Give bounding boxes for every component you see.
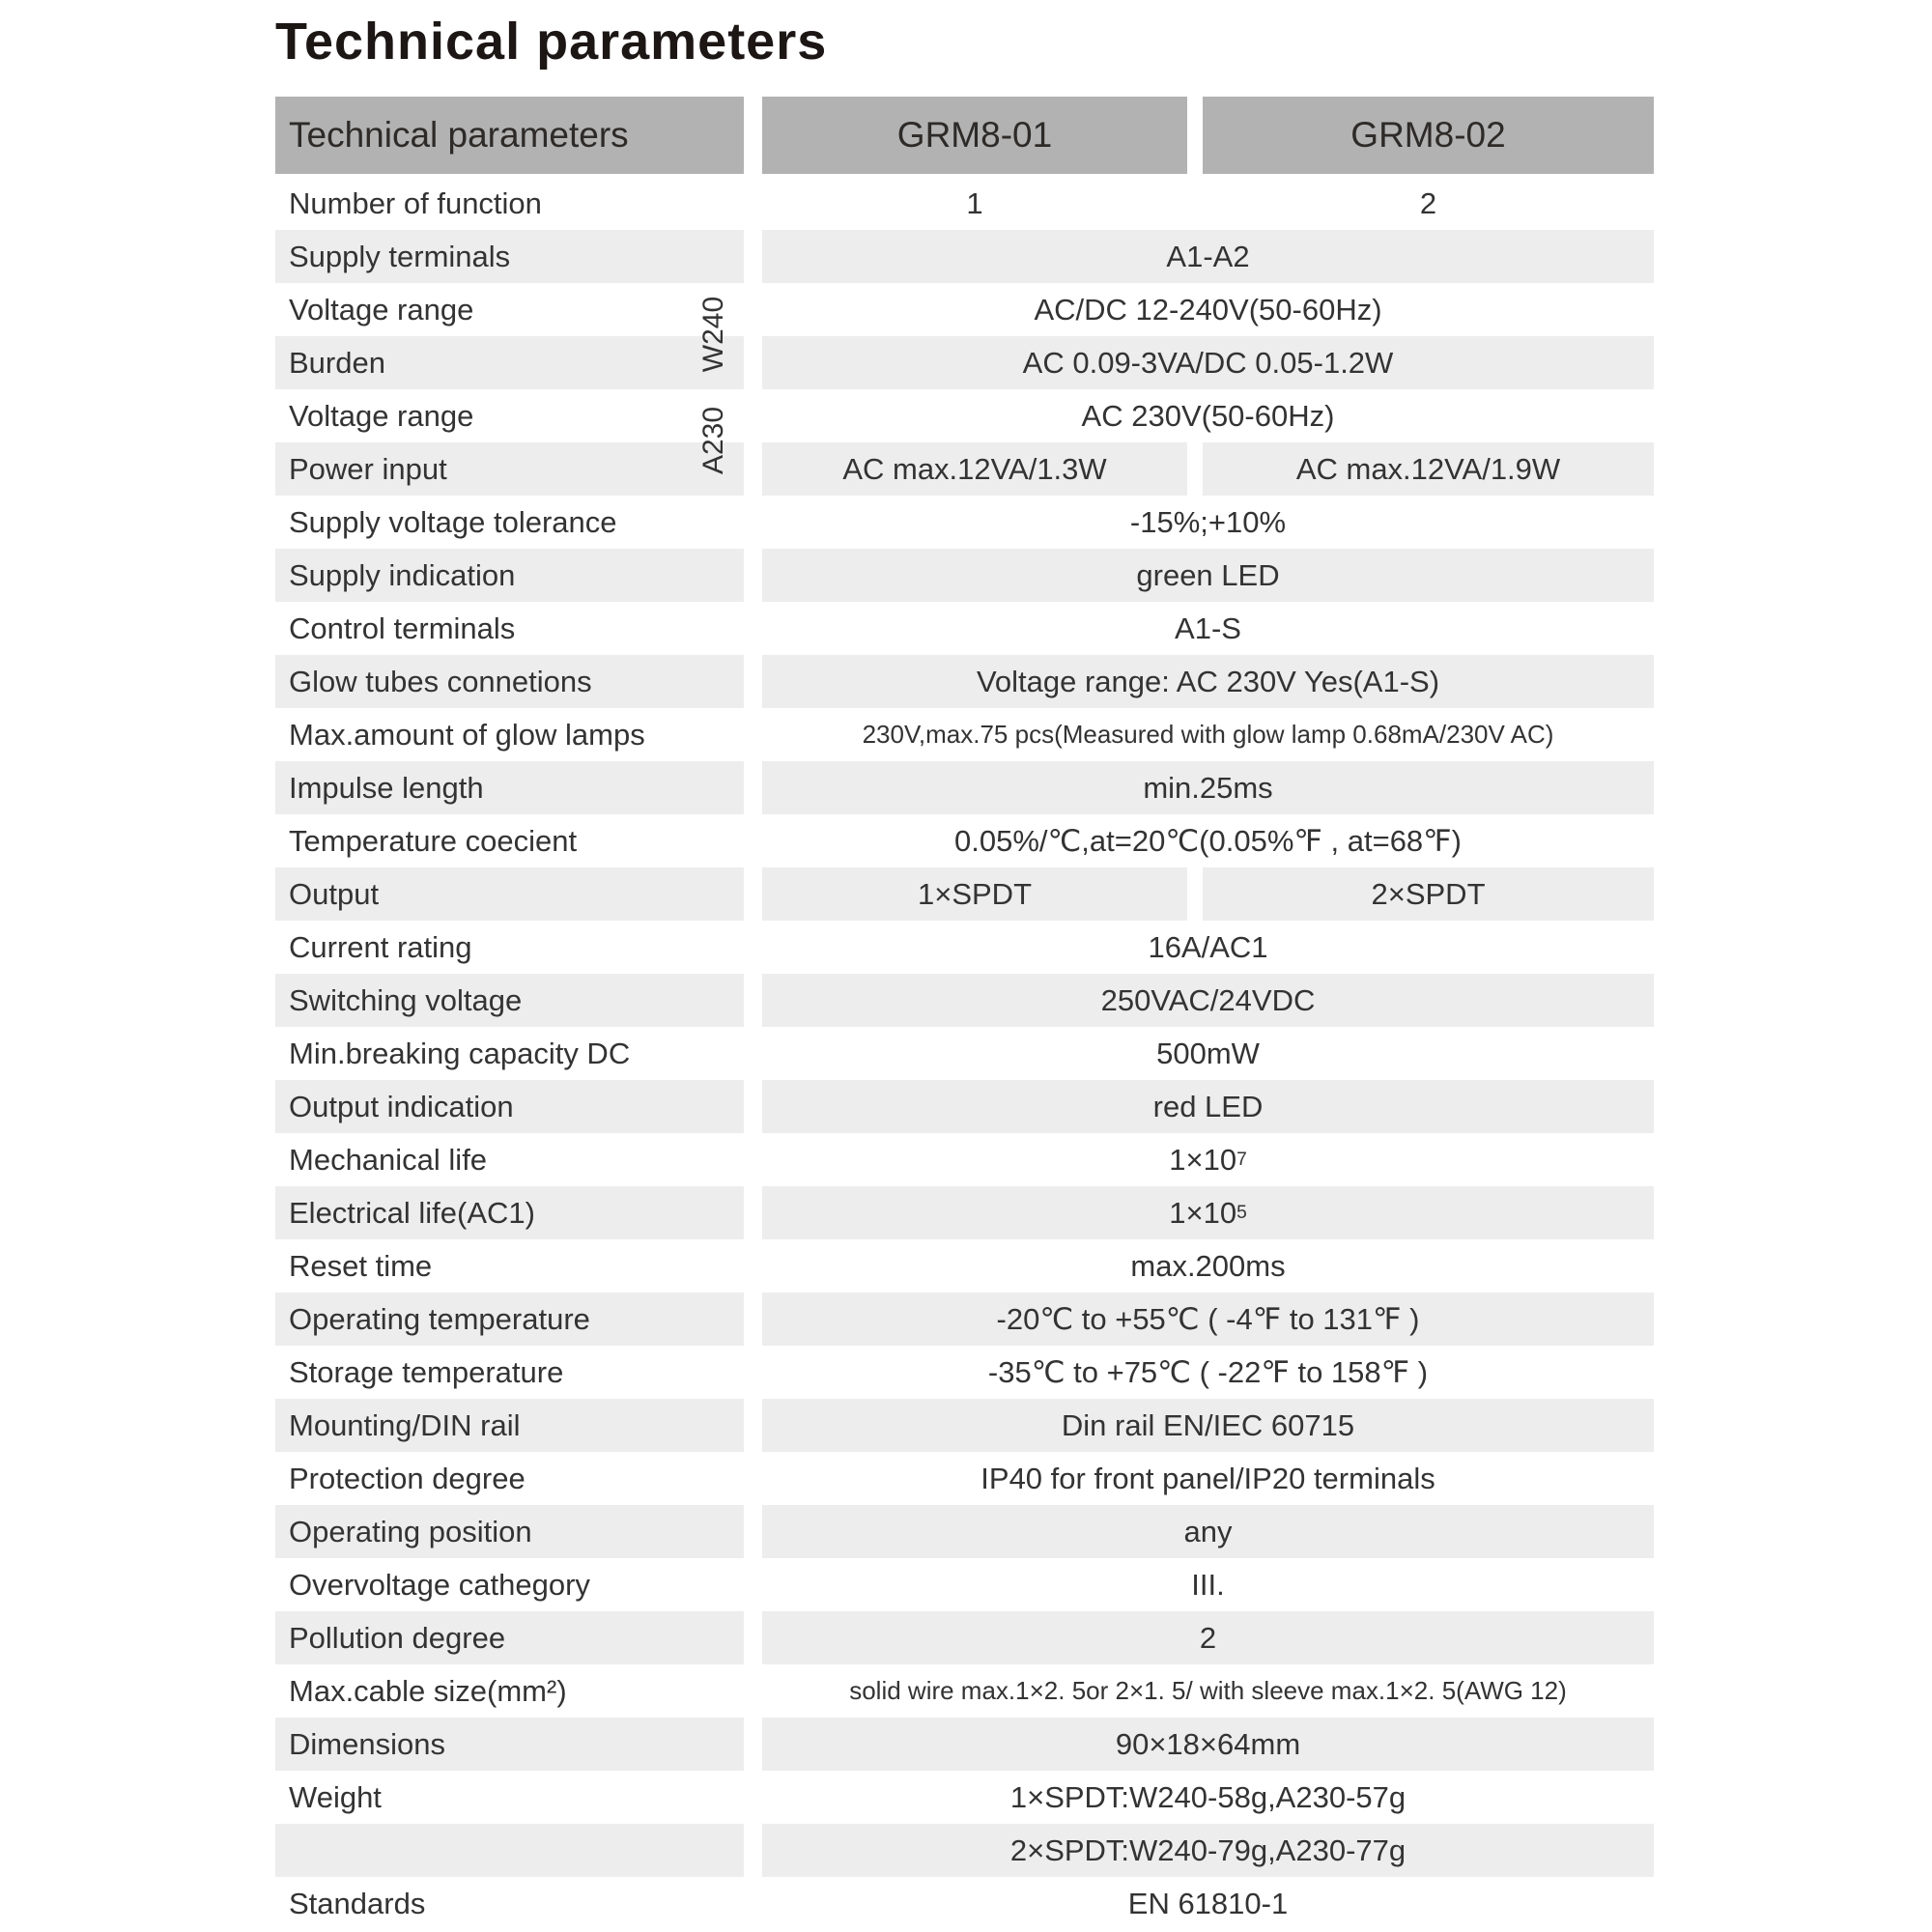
row-value: 0.05%/℃,at=20℃(0.05%℉ , at=68℉) (953, 823, 1463, 858)
row-label: Operating temperature (275, 1293, 744, 1346)
column-gutter (744, 761, 762, 814)
table-row (275, 177, 1654, 230)
tech-parameters-table (275, 97, 1654, 1930)
table-row (275, 1452, 1654, 1505)
row-label: Supply indication (275, 549, 744, 602)
table-row (275, 1877, 1654, 1930)
column-gutter (744, 921, 762, 974)
page-title: Technical parameters (275, 13, 828, 71)
table-row (275, 283, 1654, 336)
row-value: 2 (1419, 185, 1437, 220)
row-value: EN 61810-1 (1127, 1886, 1289, 1920)
row-value: 1×10 5 (762, 1186, 1654, 1239)
row-label: Max.cable size(mm²) (289, 1673, 567, 1708)
column-gutter (744, 1824, 762, 1877)
row-label: Power input (275, 442, 744, 496)
row-label: Electrical life(AC1) (275, 1186, 744, 1239)
row-value: AC max.12VA/1.3W (762, 442, 1187, 496)
table-row (275, 442, 1654, 496)
row-value: AC 0.09-3VA/DC 0.05-1.2W (762, 336, 1654, 389)
row-label: Protection degree (289, 1461, 526, 1495)
group-label-a230: A230 (697, 406, 729, 475)
row-label: Control terminals (289, 611, 516, 645)
column-gutter (744, 1027, 762, 1080)
column-gutter (1187, 177, 1203, 230)
row-value: -35℃ to +75℃ ( -22℉ to 158℉ ) (987, 1354, 1429, 1389)
row-label: Current rating (289, 929, 472, 964)
header-cell-grm8-01: GRM8-01 (762, 97, 1187, 174)
header-cell-parameters: Technical parameters (275, 97, 744, 174)
table-row (275, 867, 1654, 921)
row-label: Storage temperature (289, 1354, 564, 1389)
row-label: Switching voltage (275, 974, 744, 1027)
table-row (275, 549, 1654, 602)
row-label: Reset time (289, 1248, 433, 1283)
table-row (275, 1399, 1654, 1452)
column-gutter (744, 1239, 762, 1293)
row-label: Supply voltage tolerance (289, 504, 617, 539)
table-row (275, 761, 1654, 814)
column-gutter (744, 283, 762, 336)
row-label: Mounting/DIN rail (275, 1399, 744, 1452)
row-label: Min.breaking capacity DC (289, 1036, 631, 1070)
page (275, 12, 1654, 1930)
row-label: Voltage range (289, 398, 474, 433)
table-row (275, 974, 1654, 1027)
table-row (275, 708, 1654, 761)
table-row (275, 1346, 1654, 1399)
row-value: AC/DC 12-240V(50-60Hz) (1034, 292, 1382, 327)
row-label (275, 1824, 744, 1877)
row-value: 2×SPDT (1203, 867, 1654, 921)
table-row (275, 1027, 1654, 1080)
column-gutter (744, 1611, 762, 1664)
row-value: 250VAC/24VDC (762, 974, 1654, 1027)
table-row (275, 389, 1654, 442)
column-gutter (1187, 97, 1203, 174)
row-label: Weight (289, 1779, 382, 1814)
row-value: any (762, 1505, 1654, 1558)
table-row (275, 1558, 1654, 1611)
row-value: Din rail EN/IEC 60715 (762, 1399, 1654, 1452)
column-gutter (744, 389, 762, 442)
row-value: 1 (966, 185, 983, 220)
row-value: 2 (762, 1611, 1654, 1664)
row-label: Voltage range (289, 292, 474, 327)
column-gutter (744, 974, 762, 1027)
table-row (275, 1611, 1654, 1664)
table-row (275, 1718, 1654, 1771)
row-value: III. (1191, 1567, 1225, 1602)
row-label: Overvoltage cathegory (289, 1567, 590, 1602)
row-label: Burden (275, 336, 744, 389)
row-value: AC max.12VA/1.9W (1203, 442, 1654, 496)
column-gutter (744, 177, 762, 230)
table-row (275, 1664, 1654, 1718)
column-gutter (744, 655, 762, 708)
column-gutter (1187, 442, 1203, 496)
row-value: 230V,max.75 pcs(Measured with glow lamp 0.68mA/230V AC) (862, 720, 1554, 749)
row-label: Mechanical life (289, 1142, 488, 1177)
table-row (275, 814, 1654, 867)
table-row (275, 1771, 1654, 1824)
row-value: min.25ms (762, 761, 1654, 814)
column-gutter (744, 1399, 762, 1452)
row-value: 90×18×64mm (762, 1718, 1654, 1771)
row-label: Dimensions (275, 1718, 744, 1771)
row-value: solid wire max.1×2. 5or 2×1. 5/ with sleeve max.1×2. 5(AWG 12) (849, 1676, 1567, 1705)
row-value: A1-S (1175, 611, 1241, 645)
table-row (275, 1080, 1654, 1133)
row-label: Pollution degree (275, 1611, 744, 1664)
row-value: Voltage range: AC 230V Yes(A1-S) (762, 655, 1654, 708)
row-label: Glow tubes connetions (275, 655, 744, 708)
table-row (275, 230, 1654, 283)
row-label: Number of function (289, 185, 542, 220)
row-value: 1×SPDT:W240-58g,A230-57g (1009, 1779, 1406, 1814)
row-value: 1×SPDT (762, 867, 1187, 921)
column-gutter (744, 336, 762, 389)
column-gutter (744, 1452, 762, 1505)
column-gutter (744, 442, 762, 496)
column-gutter (744, 708, 762, 761)
table-row (275, 336, 1654, 389)
table-row (275, 1505, 1654, 1558)
row-value: 16A/AC1 (1148, 929, 1268, 964)
row-label: Temperature coecient (289, 823, 578, 858)
table-row (275, 1239, 1654, 1293)
row-label: Max.amount of glow lamps (289, 717, 645, 752)
column-gutter (744, 1664, 762, 1718)
table-row (275, 496, 1654, 549)
table-header-row (275, 97, 1654, 174)
header-cell-grm8-02: GRM8-02 (1203, 97, 1654, 174)
table-row (275, 1824, 1654, 1877)
column-gutter (744, 1293, 762, 1346)
row-label: Standards (289, 1886, 426, 1920)
row-value: 2×SPDT:W240-79g,A230-77g (762, 1824, 1654, 1877)
row-label: Operating position (275, 1505, 744, 1558)
column-gutter (744, 549, 762, 602)
column-gutter (744, 230, 762, 283)
column-gutter (744, 1133, 762, 1186)
column-gutter (744, 1771, 762, 1824)
row-label: Impulse length (275, 761, 744, 814)
row-value: 1×10 7 (1169, 1142, 1247, 1177)
row-label: Output (275, 867, 744, 921)
row-value: -20℃ to +55℃ ( -4℉ to 131℉ ) (762, 1293, 1654, 1346)
table-row (275, 1186, 1654, 1239)
table-row (275, 655, 1654, 708)
column-gutter (744, 1080, 762, 1133)
table-row (275, 1293, 1654, 1346)
column-gutter (744, 496, 762, 549)
column-gutter (744, 1186, 762, 1239)
table-row (275, 602, 1654, 655)
row-label: Output indication (275, 1080, 744, 1133)
row-value: max.200ms (1130, 1248, 1286, 1283)
column-gutter (744, 814, 762, 867)
column-gutter (744, 1718, 762, 1771)
table-body (275, 177, 1654, 1930)
row-value: A1-A2 (762, 230, 1654, 283)
row-label: Supply terminals (275, 230, 744, 283)
column-gutter (744, 97, 762, 174)
table-row (275, 921, 1654, 974)
row-value: green LED (762, 549, 1654, 602)
column-gutter (744, 1877, 762, 1930)
row-value: red LED (762, 1080, 1654, 1133)
row-value: 500mW (1156, 1036, 1260, 1070)
column-gutter (1187, 867, 1203, 921)
column-gutter (744, 867, 762, 921)
column-gutter (744, 1558, 762, 1611)
column-gutter (744, 1346, 762, 1399)
row-value: -15%;+10% (1129, 504, 1287, 539)
row-value: IP40 for front panel/IP20 terminals (980, 1461, 1435, 1495)
row-value: AC 230V(50-60Hz) (1081, 398, 1335, 433)
column-gutter (744, 1505, 762, 1558)
table-row (275, 1133, 1654, 1186)
group-label-w240: W240 (697, 296, 729, 373)
column-gutter (744, 602, 762, 655)
